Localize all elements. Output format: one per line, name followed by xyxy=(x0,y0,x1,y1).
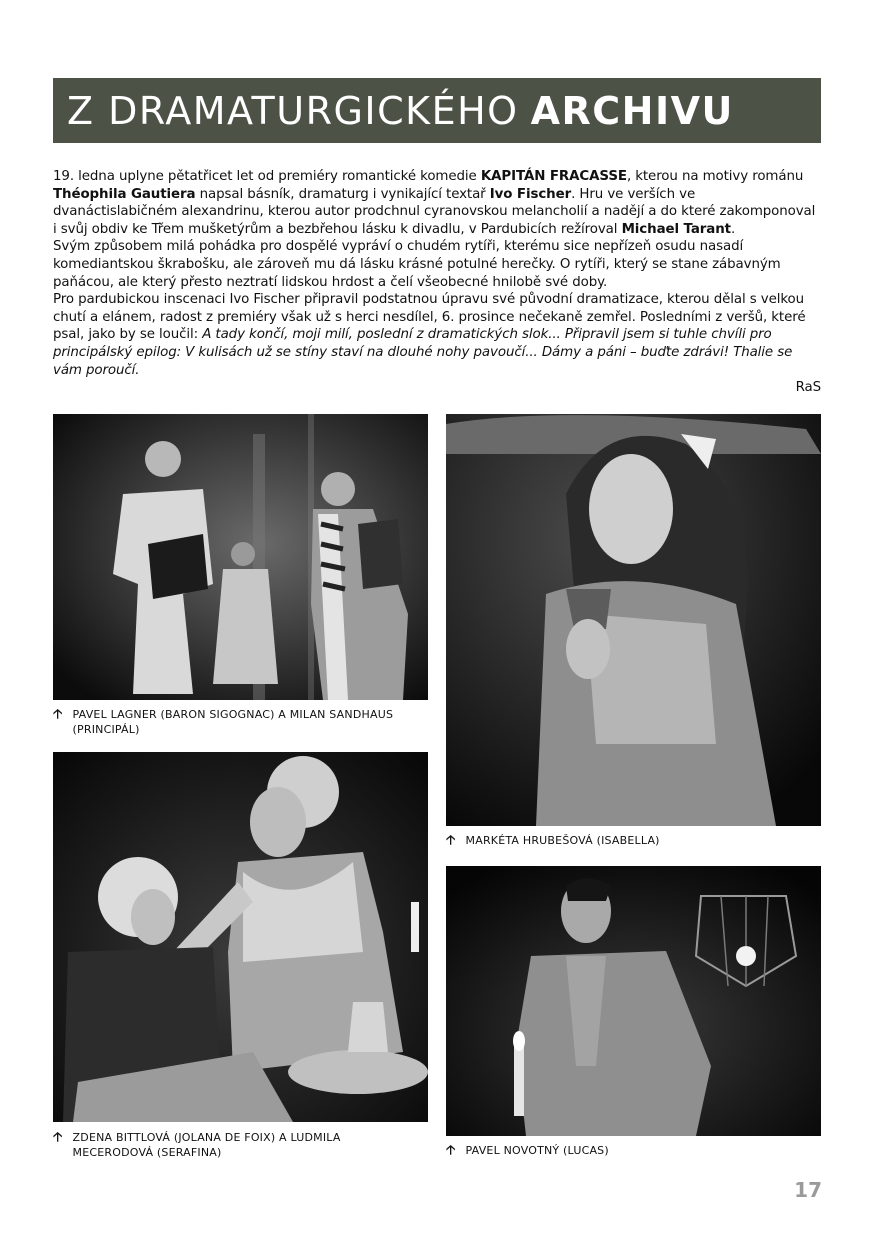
author-name: Théophila Gautiera xyxy=(53,186,196,202)
caption-text: MARKÉTA HRUBEŠOVÁ (ISABELLA) xyxy=(465,834,660,847)
text-run: . xyxy=(730,221,736,237)
caption-text: PAVEL LAGNER (BARON SIGOGNAC) A MILAN SANDHAUS (PRINCIPÁL) xyxy=(72,708,394,736)
paragraph-3 xyxy=(53,291,821,379)
text-run: 19. ledna uplyne pětatřicet let od premiéry romantické komedie xyxy=(53,169,481,184)
lucas-photo-image xyxy=(446,866,821,1136)
photo-bittlova-mecerodova xyxy=(53,752,428,1122)
caption-text: ZDENA BITTLOVÁ (JOLANA DE FOIX) A LUDMILA MECERODOVÁ (SERAFINA) xyxy=(72,1131,341,1159)
verse-quote: A tady končí, moji milí, poslední z dramatických slok... Připravil jsem si tuhle chvíli pro principálský epilog: V kulisách už se stíny staví na dlouhé nohy pavoučí... Dámy a páni – buďte zdrávi! Thalie se vám poroučí. xyxy=(53,327,793,378)
paragraph-2: Svým způsobem milá pohádka pro dospělé vypráví o chudém rytíři, kterému sice nepřízeň osudu nasadí komediantskou škrabošku, ale zároveň mu dá lásku krásné potulné herečky. O rytíři, který se stane zábavným paňácou, ale který přesto neztratí lidskou hrdost a čelí všeobecné hnilobě své doby. xyxy=(53,239,781,290)
photo-novotny xyxy=(446,866,821,1136)
arrow-up-icon: 🡡 xyxy=(53,707,63,722)
arrow-up-icon: 🡡 xyxy=(53,1130,63,1145)
title-bold: ARCHIVU xyxy=(530,88,734,133)
text-run: Pro pardubickou inscenaci Ivo Fischer připravil podstatnou úpravu své původní dramatizace, kterou dělal s velkou chutí a elánem, radost z premiéry však už s herci nesdílel, 6. prosince nečekaně zemřel. Posledními z veršů, které psal, jako by se loučil: xyxy=(53,292,806,343)
arrow-up-icon: 🡡 xyxy=(446,1143,456,1158)
page-title xyxy=(53,78,821,143)
play-title: KAPITÁN FRACASSE xyxy=(480,169,627,184)
portrait-photo-image xyxy=(446,414,821,826)
intro-text xyxy=(53,168,821,397)
stage-photo-image xyxy=(53,414,428,700)
text-run: , kterou na motivy románu xyxy=(626,169,804,184)
director-name: Michael Tarant xyxy=(621,221,731,237)
text-run: napsal básník, dramaturg i vynikající textař xyxy=(195,186,490,202)
text-run: . Hru ve verších ve dvanáctislabičném alexandrinu, kterou autor prodchnul cyranovskou melancholií a nadějí a do které zakomponoval i svůj obdiv ke Třem mušketýrům a bezbřehou lásku k divadlu, v Pardubicích režíroval xyxy=(53,186,816,237)
photo-lagner-sandhaus xyxy=(53,414,428,700)
duo-photo-image xyxy=(53,752,428,1122)
paragraph-1 xyxy=(53,168,821,238)
arrow-up-icon: 🡡 xyxy=(446,833,456,848)
page-number: 17 xyxy=(794,1178,822,1202)
writer-name: Ivo Fischer xyxy=(489,186,572,202)
title-light: Z DRAMATURGICKÉHO xyxy=(67,88,519,133)
signature: RaS xyxy=(795,380,821,396)
photo-hrubesova xyxy=(446,414,821,826)
caption-text: PAVEL NOVOTNÝ (LUCAS) xyxy=(465,1144,609,1157)
signature-row xyxy=(53,379,821,397)
photo-caption xyxy=(446,834,806,849)
photo-caption xyxy=(53,1131,413,1160)
photo-caption xyxy=(53,708,413,737)
photo-caption xyxy=(446,1144,806,1159)
